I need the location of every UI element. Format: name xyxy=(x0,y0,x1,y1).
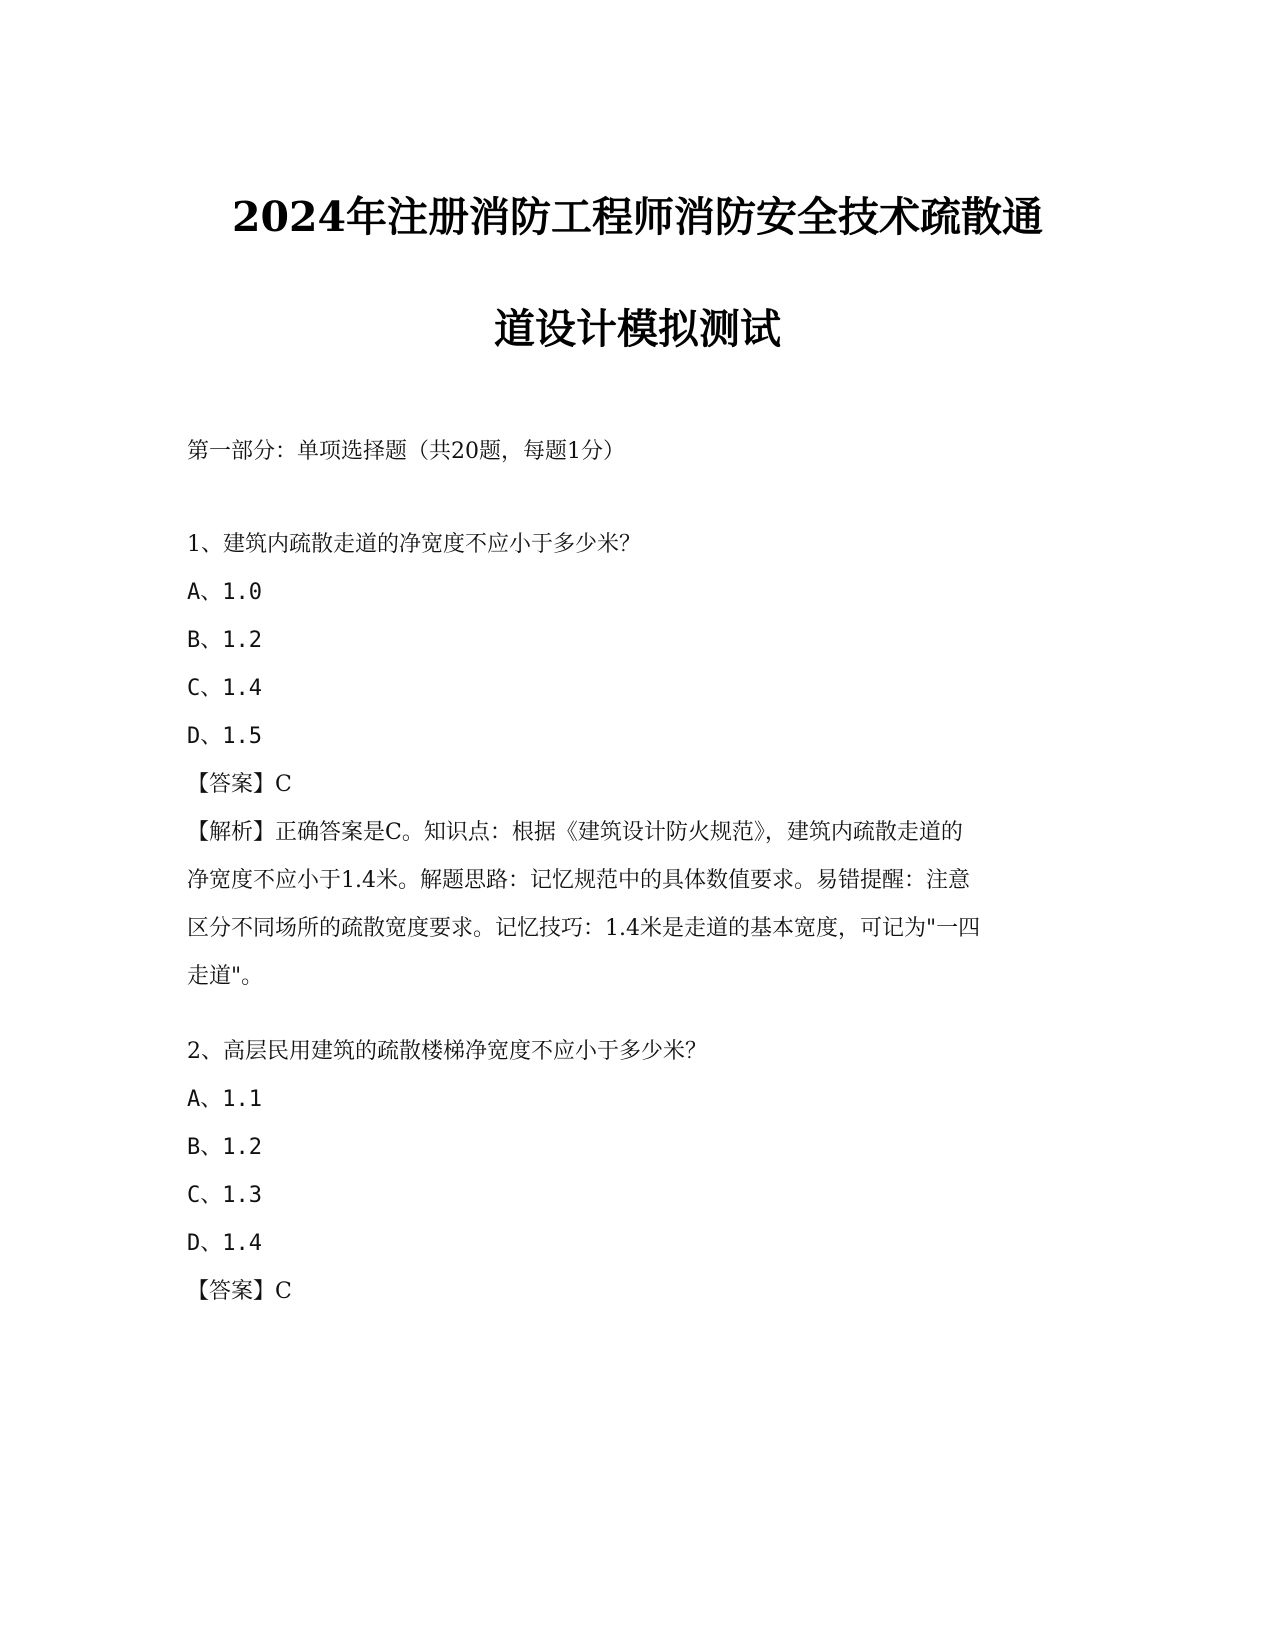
option-a: A、1.1 xyxy=(187,1087,262,1112)
answer: 【答案】C xyxy=(187,772,292,797)
analysis-line-1: 【解析】正确答案是C。知识点：根据《建筑设计防火规范》，建筑内疏散走道的 xyxy=(187,820,963,845)
option-d: D、1.4 xyxy=(187,1231,262,1256)
section-heading-block xyxy=(187,428,1087,476)
question-2 xyxy=(187,1028,1087,1316)
question-stem: 1、建筑内疏散走道的净宽度不应小于多少米？ xyxy=(187,532,641,557)
analysis-line-4: 走道"。 xyxy=(187,964,264,989)
analysis-line-3: 区分不同场所的疏散宽度要求。记忆技巧：1.4米是走道的基本宽度，可记为"一四 xyxy=(187,916,981,941)
document-title-line-2: 道设计模拟测试 xyxy=(494,305,781,353)
question-1 xyxy=(187,521,1087,1001)
option-b: B、1.2 xyxy=(187,628,262,653)
document-title-line-1: 2024年注册消防工程师消防安全技术疏散通 xyxy=(231,193,1044,241)
option-a: A、1.0 xyxy=(187,580,262,605)
option-c: C、1.4 xyxy=(187,676,262,701)
option-d: D、1.5 xyxy=(187,724,262,749)
answer: 【答案】C xyxy=(187,1279,292,1304)
option-c: C、1.3 xyxy=(187,1183,262,1208)
analysis-line-2: 净宽度不应小于1.4米。解题思路：记忆规范中的具体数值要求。易错提醒：注意 xyxy=(187,868,970,893)
section-heading: 第一部分：单项选择题（共20题，每题1分） xyxy=(187,439,625,464)
option-b: B、1.2 xyxy=(187,1135,262,1160)
question-stem: 2、高层民用建筑的疏散楼梯净宽度不应小于多少米？ xyxy=(187,1039,707,1064)
